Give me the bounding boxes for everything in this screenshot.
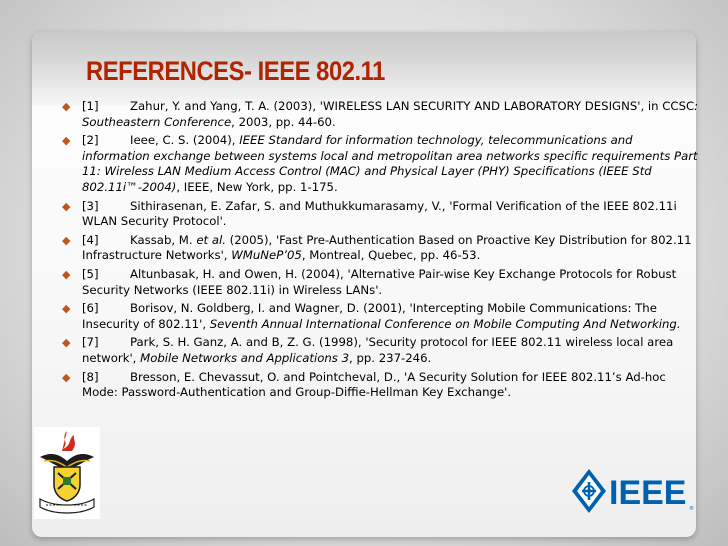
reference-text: , pp. 237-246.: [349, 350, 432, 365]
reference-text: Zahur, Y. and Yang, T. A. (2003), 'WIRELESS LAN SECURITY AND LABORATORY DESIGNS', in CCSC: [130, 99, 695, 113]
bullet-icon: ◆: [62, 199, 71, 213]
bullet-icon: ◆: [62, 370, 71, 384]
reference-text: Borisov, N. Goldberg, I. and Wagner, D. (2001), 'Intercepting Mobile Communications: The Insecurity of 802.11',: [82, 301, 657, 331]
bullet-icon: ◆: [62, 233, 71, 247]
reference-number: [5]: [82, 266, 99, 281]
reference-text: Sithirasenan, E. Zafar, S. and Muthukkumarasamy, V., 'Formal Verification of the IEEE 802.11i WLAN Security Protocol'.: [82, 198, 677, 229]
reference-emphasis: WMuNeP’05: [231, 248, 302, 263]
reference-text: Altunbasak, H. and Owen, H. (2004), 'Alternative Pair-wise Key Exchange Protocols for Robust Security Networks (IEEE 802.11i) in Wireless LANs'.: [82, 266, 677, 297]
list-item: [62, 267, 702, 298]
reference-emphasis: et al.: [196, 232, 226, 247]
reference-number: [1]: [82, 99, 99, 113]
list-item: [62, 301, 702, 332]
reference-text: , Montreal, Quebec, pp. 46-53.: [301, 248, 481, 263]
reference-number: [4]: [82, 232, 99, 247]
reference-number: [7]: [82, 335, 99, 350]
reference-emphasis: IEEE Standard for information technology, telecommunications and information exchange between systems local and metropolitan area networks specific requirements Part 11: Wireless LAN Medium Access Control (MAC) and Physical Layer (PHY) Specifications (IEEE Std 802.11i™-2004): [82, 133, 698, 194]
bullet-icon: ◆: [62, 336, 71, 350]
reference-number: [8]: [82, 369, 99, 384]
reference-number: [3]: [82, 198, 99, 213]
reference-text: Bresson, E. Chevassut, O. and Pointcheval, D., 'A Security Solution for IEEE 802.11’s Ad-hoc Mode: Password-Authentication and Group-Diffie-Hellman Key Exchange'.: [82, 369, 666, 400]
reference-list: [62, 99, 702, 404]
list-item: [62, 335, 702, 366]
list-item: [62, 133, 702, 195]
reference-emphasis: : Southeastern Conference: [82, 99, 699, 129]
list-item: [62, 233, 702, 264]
university-crest-icon: [34, 427, 100, 519]
bullet-icon: ◆: [62, 134, 71, 148]
slide-title: REFERENCES- IEEE 802.11: [86, 56, 385, 86]
list-item: [62, 199, 702, 230]
list-item: [62, 370, 702, 401]
reference-emphasis: Seventh Annual International Conference on Mobile Computing And Networking.: [209, 316, 681, 331]
ieee-wordmark: IEEE: [609, 474, 687, 512]
reference-text: Kassab, M.: [130, 232, 197, 247]
reference-text: , IEEE, New York, pp. 1-175.: [176, 179, 338, 194]
reference-number: [2]: [82, 133, 99, 148]
bullet-icon: ◆: [62, 267, 71, 281]
reference-text: (2005), 'Fast Pre-Authentication Based on Proactive Key Distribution for 802.11 Infrastructure Networks',: [82, 232, 692, 263]
ieee-logo: [569, 466, 697, 516]
ieee-kite-icon: [572, 469, 606, 513]
reference-emphasis: Mobile Networks and Applications 3: [140, 350, 350, 365]
svg-text:®: ®: [689, 506, 694, 512]
reference-number: [6]: [82, 301, 99, 316]
reference-text: Ieee, C. S. (2004),: [130, 133, 240, 148]
reference-text: Park, S. H. Ganz, A. and B, Z. G. (1998), 'Security protocol for IEEE 802.11 wireless local area network',: [82, 335, 674, 365]
list-item: [62, 99, 702, 130]
bullet-icon: ◆: [62, 100, 71, 113]
bullet-icon: ◆: [62, 302, 71, 316]
reference-text: , 2003, pp. 44-60.: [231, 114, 336, 129]
